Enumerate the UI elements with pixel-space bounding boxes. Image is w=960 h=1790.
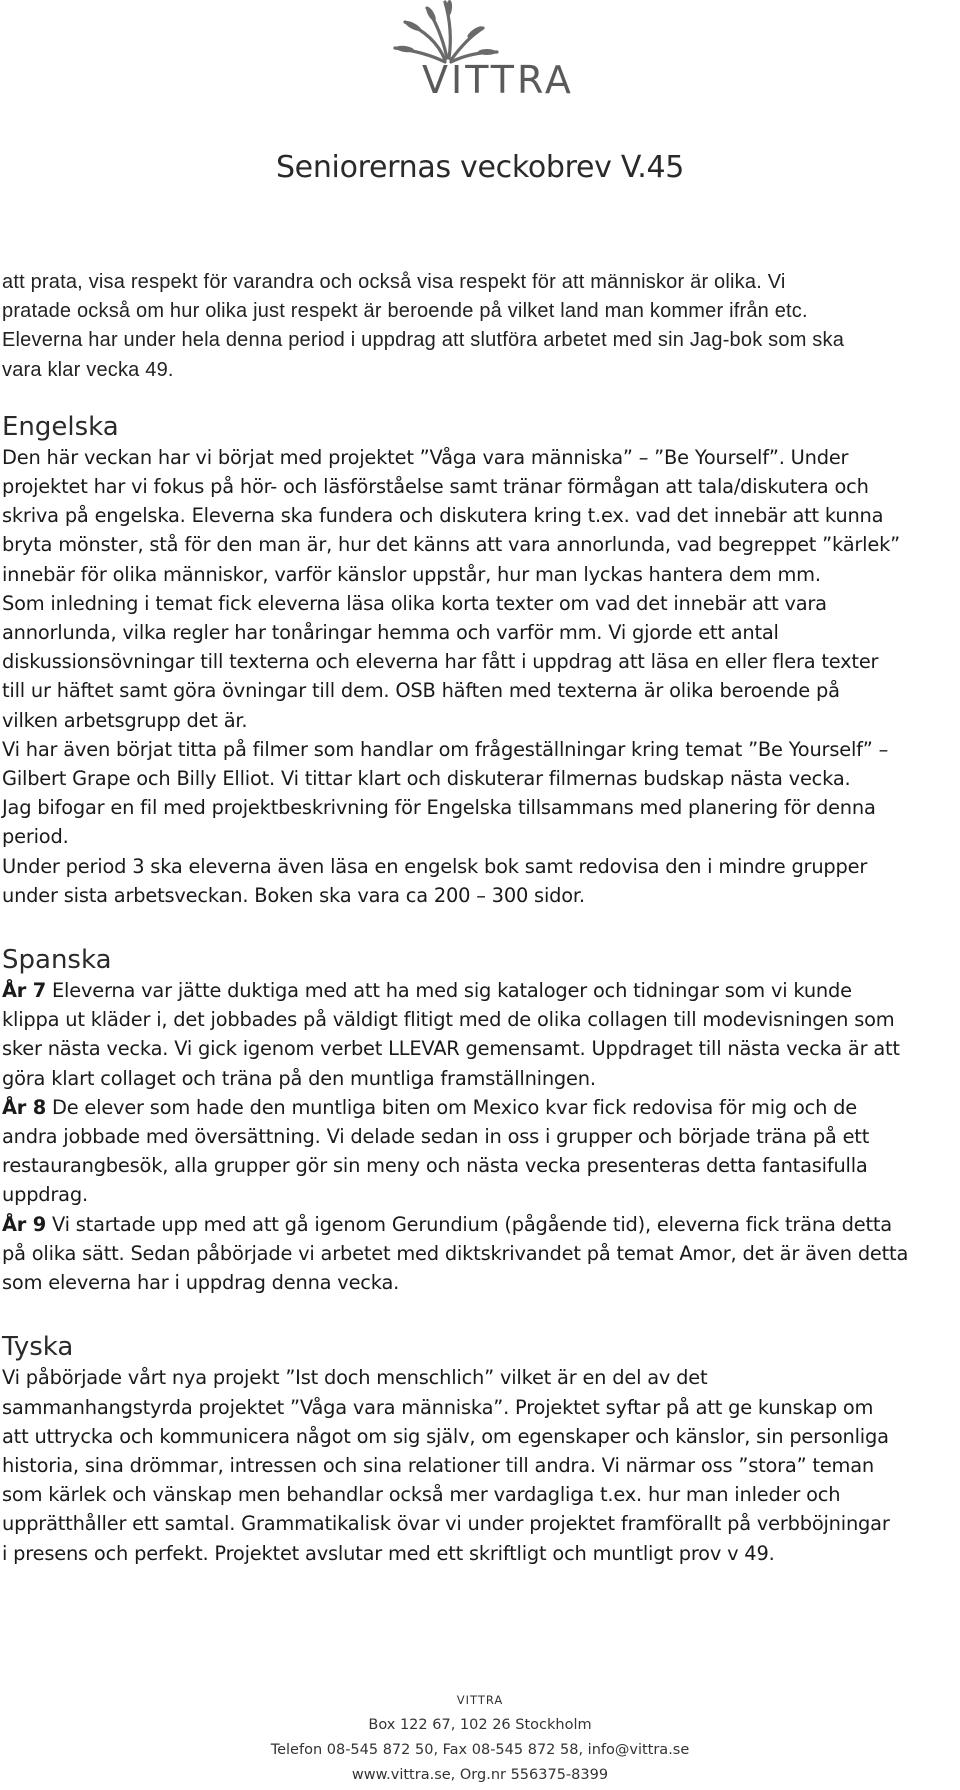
text-line: som kärlek och vänskap men behandlar också mer vardagliga t.ex. hur man inleder och [2,1483,841,1507]
text-line: att uttrycka och kommunicera något om sig själv, om egenskaper och känslor, sin personliga [2,1424,889,1448]
page-title: Seniorernas veckobrev V.45 [275,150,685,185]
text-line [2,976,952,1005]
section-heading: Engelska [2,411,119,442]
text-line: klippa ut kläder i, det jobbades på väldigt flitigt med de olika collagen till modevisningen som [2,1008,895,1032]
text-line: Den här veckan har vi börjat med projektet ”Våga vara människa” – ”Be Yourself”. Under [2,445,849,469]
year-label: År 7 [2,979,47,1003]
text-run: Eleverna var jätte duktiga med att ha med sig kataloger och tidningar som vi kunde [46,979,852,1003]
section-heading: Tyska [2,1332,74,1363]
text-line: till ur häftet samt göra övningar till dem. OSB häften med texterna är olika beroende på [2,679,840,703]
text-line: göra klart collaget och träna på den muntliga framställningen. [2,1066,596,1090]
text-line: bryta mönster, stå för den man är, hur det känns att vara annorlunda, vad begreppet ”kärlek” [2,533,900,557]
footer-contact: Telefon 08-545 872 50, Fax 08-545 872 58, info@vittra.se [270,1742,690,1758]
section-spanska [2,944,952,1297]
text-run: De elever som hade den muntliga biten om Mexico kvar fick redovisa för mig och de [46,1095,857,1119]
text-line: vilken arbetsgrupp det är. [2,708,248,732]
text-line: Vi har även börjat titta på filmer som handlar om frågeställningar kring temat ”Be Yourself” – [2,737,889,761]
year-label: År 9 [2,1212,47,1236]
letter-body [2,268,952,1568]
text-line: som eleverna har i uppdrag denna vecka. [2,1271,400,1295]
text-line: pratade också om hur olika just respekt är beroende på vilket land man kommer ifrån etc. [2,300,808,323]
footer-brand: VITTRA [456,1693,504,1707]
page-footer [0,1688,960,1788]
intro-paragraph [2,268,952,385]
text-line: vara klar vecka 49. [2,358,174,381]
text-line: i presens och perfekt. Projektet avslutar med ett skriftligt och muntligt prov v 49. [2,1541,775,1565]
year-label: År 8 [2,1095,47,1119]
section-heading: Spanska [2,945,112,976]
text-line: innebär för olika människor, varför känslor uppstår, hur man lyckas hantera dem mm. [2,562,821,586]
text-line: Som inledning i temat fick eleverna läsa olika korta texter om vad det innebär att vara [2,591,827,615]
text-line: diskussionsövningar till texterna och eleverna har fått i uppdrag att läsa en eller flera texter [2,650,879,674]
text-line: Gilbert Grape och Billy Elliot. Vi tittar klart och diskuterar filmernas budskap nästa vecka. [2,767,851,791]
text-run: Vi startade upp med att gå igenom Gerundium (pågående tid), eleverna fick träna detta [46,1212,892,1236]
text-line: att prata, visa respekt för varandra och också visa respekt för att människor är olika. Vi [2,271,786,293]
text-line: sker nästa vecka. Vi gick igenom verbet LLEVAR gemensamt. Uppdraget till nästa vecka är att [2,1037,900,1061]
text-line [2,1093,952,1122]
text-line: Vi påbörjade vårt nya projekt ”Ist doch menschlich” vilket är en del av det [2,1366,708,1390]
text-line: sammanhangstyrda projektet ”Våga vara människa”. Projektet syftar på att ge kunskap om [2,1395,874,1419]
footer-web: www.vittra.se, Org.nr 556375-8399 [351,1767,609,1783]
logo-wordmark: VITTRA [422,58,574,102]
footer-address: Box 122 67, 102 26 Stockholm [368,1717,592,1733]
text-line: Eleverna har under hela denna period i uppdrag att slutföra arbetet med sin Jag-bok som ska [2,329,845,352]
text-line: Under period 3 ska eleverna även läsa en engelsk bok samt redovisa den i mindre grupper [2,854,868,878]
text-line: andra jobbade med översättning. Vi delade sedan in oss i grupper och började träna på ett [2,1125,870,1149]
text-line [2,1210,952,1239]
section-tyska [2,1331,952,1567]
text-line: upprätthåller ett samtal. Grammatikalisk övar vi under projektet framförallt på verbböjningar [2,1512,890,1536]
text-line: Jag bifogar en fil med projektbeskrivning för Engelska tillsammans med planering för denna [2,796,876,820]
text-line: skriva på engelska. Eleverna ska fundera och diskutera kring t.ex. vad det innebär att kunna [2,504,884,528]
text-line: period. [2,825,69,849]
text-line: under sista arbetsveckan. Boken ska vara ca 200 – 300 sidor. [2,883,585,907]
text-line: projektet har vi fokus på hör- och läsförståelse samt tränar förmågan att tala/diskutera och [2,475,869,499]
text-line: restaurangbesök, alla grupper gör sin meny och nästa vecka presenteras detta fantasifulla [2,1154,868,1178]
text-line: uppdrag. [2,1183,88,1207]
text-line: annorlunda, vilka regler har tonåringar hemma och varför mm. Vi gjorde ett antal [2,621,779,645]
text-line: på olika sätt. Sedan påbörjade vi arbetet med diktskrivandet på temat Amor, det är även detta [2,1241,909,1265]
section-engelska [2,411,952,910]
text-line: historia, sina drömmar, intressen och sina relationer till andra. Vi närmar oss ”stora” teman [2,1453,875,1477]
